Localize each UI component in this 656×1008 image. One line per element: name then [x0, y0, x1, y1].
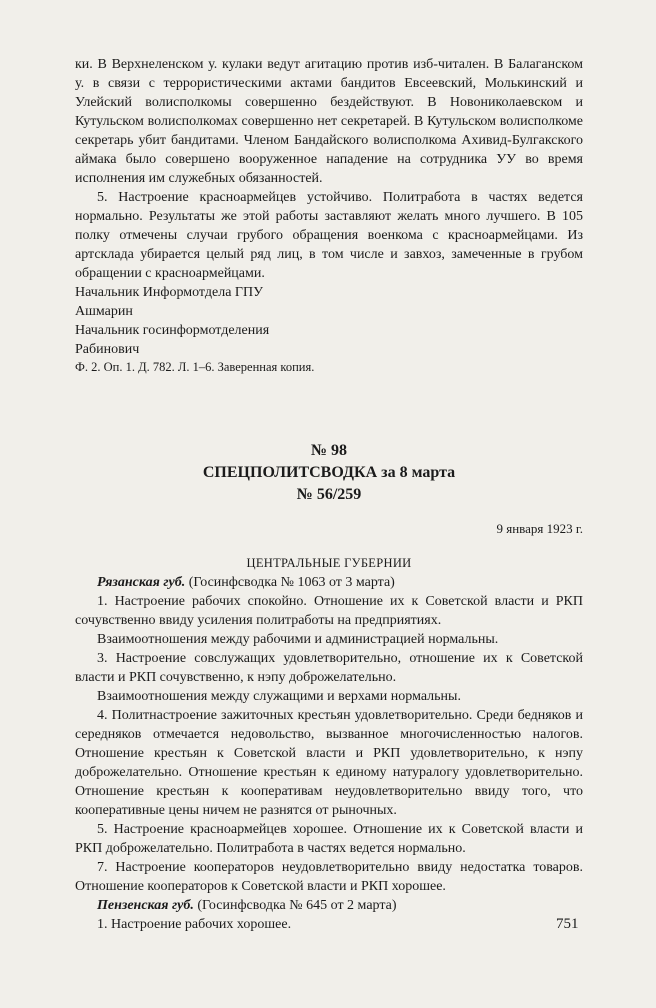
region-reference: (Госинфсводка № 1063 от 3 марта) — [185, 575, 395, 590]
document-page — [75, 55, 583, 934]
archive-source: Ф. 2. Оп. 1. Д. 782. Л. 1–6. Заверенная копия. — [75, 360, 315, 374]
intro-paragraph: ки. В Верхнеленском у. кулаки ведут агитацию против изб-читален. В Балаганском у. в связи с террористическими актами бандитов Евсеевский, Молькинский и Улейский волисполкомы совершенно бездействуют. В Новониколаевском и Кутульском волисполкомах совершенно нет секретарей. В Кутульском волисполкоме секретарь убит бандитами. Членом Бандайского волисполкома Ахивид-Булгакского аймака было совершено вооруженное нападение на сотрудника УУ во время исполнения им служебных обязанностей. — [75, 57, 583, 186]
region-name: Пензенская губ. — [97, 898, 194, 913]
region-name: Рязанская губ. — [97, 575, 186, 590]
signature-title: Начальник Информотдела ГПУ — [75, 285, 264, 300]
report-paragraph: Взаимоотношения между рабочими и администрацией нормальны. — [97, 632, 499, 647]
signature-name: Ашмарин — [75, 304, 133, 319]
page-number: 751 — [556, 916, 579, 932]
region-reference: (Госинфсводка № 645 от 2 марта) — [193, 898, 397, 913]
document-subnumber: № 56/259 — [296, 486, 362, 503]
signature-title: Начальник госинформотделения — [75, 323, 270, 338]
signature-name: Рабинович — [75, 342, 140, 357]
report-paragraph: 7. Настроение кооператоров неудовлетворительно ввиду недостатка товаров. Отношение кооператоров к Советской власти и РКП хорошее. — [75, 860, 583, 894]
section-heading: ЦЕНТРАЛЬНЫЕ ГУБЕРНИИ — [246, 556, 412, 570]
report-paragraph: 5. Настроение красноармейцев хорошее. Отношение их к Советской власти и РКП доброжелательно. Политработа в частях ведется нормально. — [75, 822, 583, 856]
intro-paragraph: 5. Настроение красноармейцев устойчиво. Политработа в частях ведется нормально. Результаты же этой работы заставляют желать много лучшего. В 105 полку отмечены случаи грубого обращения военкома с красноармейцами. Из артсклада убирается целый ряд лиц, в том числе и завхоз, замеченные в грубом обращении с красноармейцами. — [75, 190, 583, 281]
region-heading — [75, 896, 583, 915]
document-number: № 98 — [310, 442, 348, 459]
report-paragraph: 3. Настроение совслужащих удовлетворительно, отношение их к Советской власти и РКП сочувственно, к нэпу доброжелательно. — [75, 651, 583, 685]
report-paragraph: 1. Настроение рабочих хорошее. — [97, 917, 292, 932]
report-paragraph: Взаимоотношения между служащими и верхами нормальны. — [97, 689, 461, 704]
document-header — [75, 440, 583, 506]
report-paragraph: 1. Настроение рабочих спокойно. Отношение их к Советской власти и РКП сочувственно ввиду усиления политработы на предприятиях. — [75, 594, 583, 628]
report-paragraph: 4. Политнастроение зажиточных крестьян удовлетворительно. Среди бедняков и середняков отмечается недовольство, вызванное многочисленностью налогов. Отношение крестьян к Советской власти и РКП удовлетворительно, к нэпу доброжелательно. Отношение крестьян к единому натуралогу удовлетворительно. Отношение крестьян к кооперативам неудовлетворительно ввиду того, что кооперативные цены ничем не разнятся от рыночных. — [75, 708, 583, 818]
region-heading — [75, 573, 583, 592]
document-title: СПЕЦПОЛИТСВОДКА за 8 марта — [202, 464, 456, 481]
document-date: 9 января 1923 г. — [496, 521, 583, 536]
